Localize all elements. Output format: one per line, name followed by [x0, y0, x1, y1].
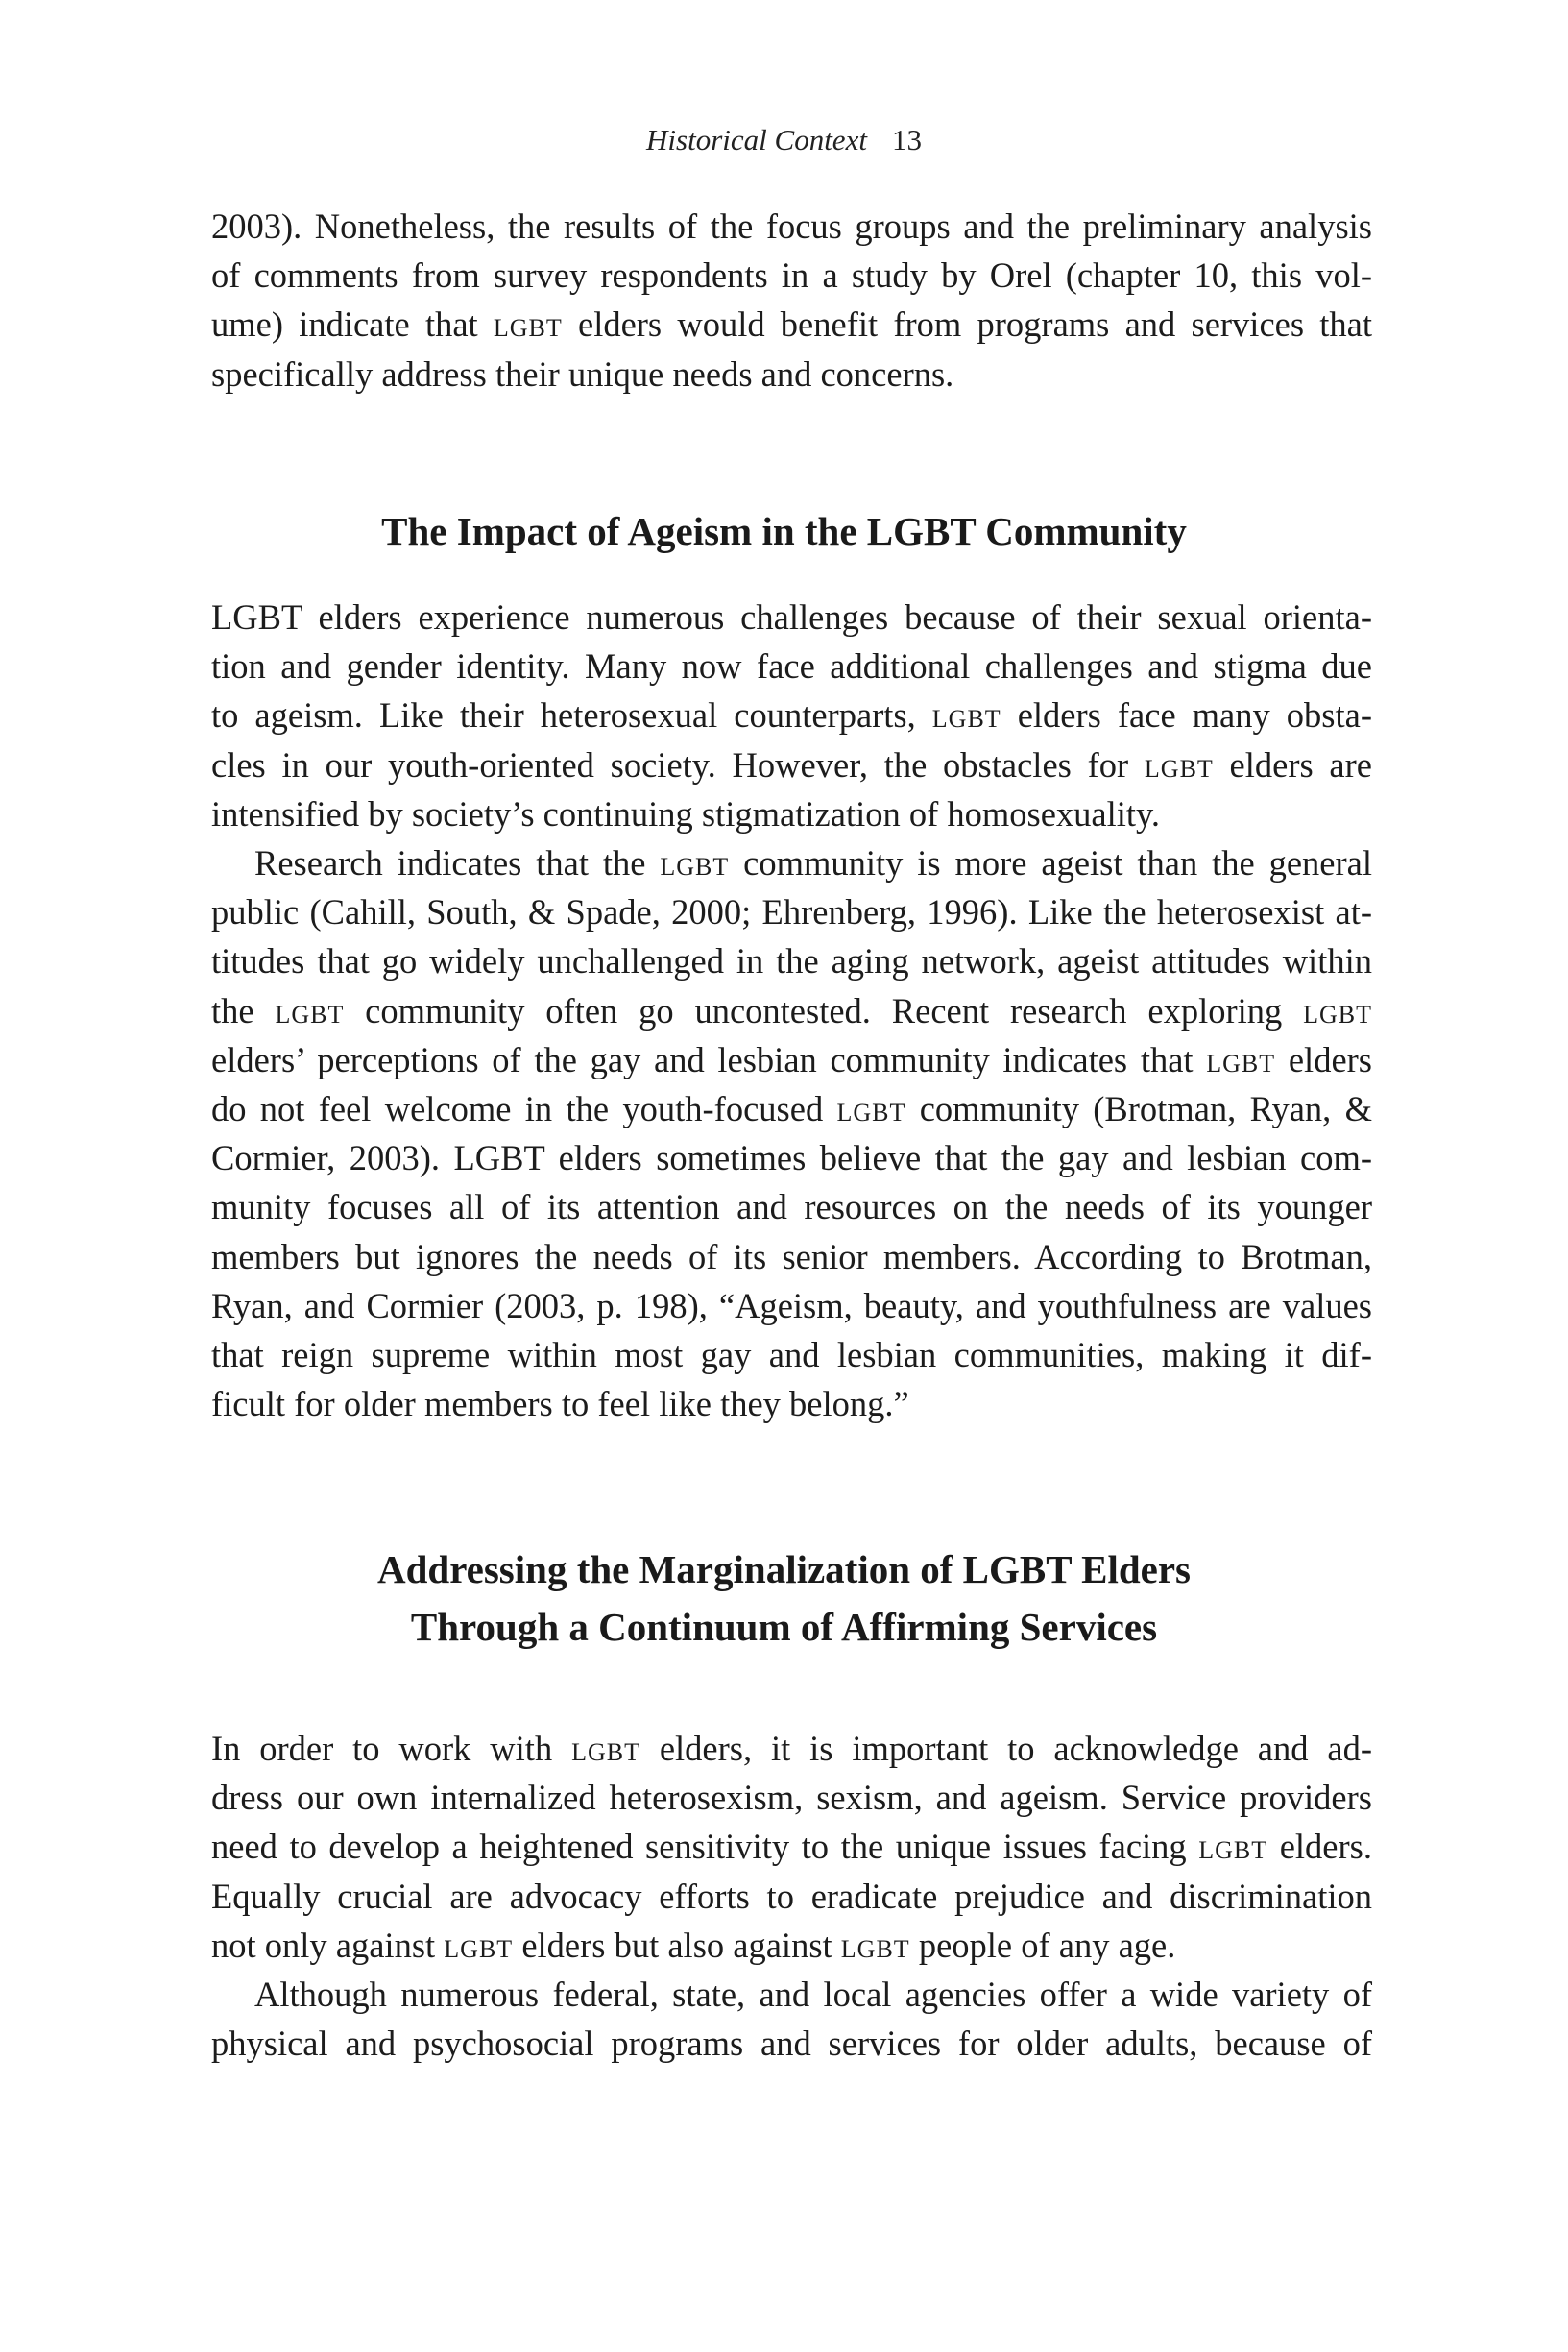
- text-line: [211, 1084, 1372, 1133]
- small-caps-term: lgbt: [660, 843, 730, 884]
- section-heading: [0, 1540, 1568, 1656]
- text-line: [211, 986, 1372, 1035]
- paragraph: [211, 593, 1372, 838]
- text-run: community is more ageist than the general: [729, 843, 1372, 884]
- text-run: elders, it is important to acknowledge and ad-: [639, 1729, 1372, 1768]
- text-run: community often go uncontested. Recent research exploring: [344, 990, 1304, 1031]
- section-heading: The Impact of Ageism in the LGBT Community: [381, 509, 1187, 553]
- text-run: cles in our youth-oriented society. However, the obstacles for: [211, 744, 1145, 785]
- text-run: community (Brotman, Ryan, &: [905, 1089, 1372, 1129]
- text-line: of comments from survey respondents in a study by Orel (chapter 10, this vol-: [211, 255, 1372, 296]
- text-line: [211, 300, 1372, 349]
- small-caps-term: lgbt: [275, 990, 345, 1031]
- small-caps-term: lgbt: [1303, 990, 1372, 1031]
- text-run: not only against: [211, 1925, 445, 1965]
- text-line: Cormier, 2003). LGBT elders sometimes believe that the gay and lesbian com-: [211, 1138, 1372, 1178]
- text-line: Equally crucial are advocacy efforts to eradicate prejudice and discrimination: [211, 1876, 1372, 1916]
- text-line: LGBT elders experience numerous challenges because of their sexual orienta-: [211, 597, 1372, 637]
- text-run: elders but also against: [513, 1925, 841, 1965]
- text-line: titudes that go widely unchallenged in the aging network, ageist attitudes within: [211, 941, 1372, 982]
- body-text-block-1: [211, 202, 1372, 399]
- text-line: [211, 1035, 1372, 1084]
- text-line: ficult for older members to feel like they belong.”: [211, 1384, 909, 1424]
- text-line: members but ignores the needs of its senior members. According to Brotman,: [211, 1236, 1372, 1276]
- section-heading-line: Addressing the Marginalization of LGBT Elders: [376, 1547, 1192, 1591]
- section-heading-line: Through a Continuum of Affirming Services: [410, 1605, 1158, 1649]
- body-text-block-3: [211, 1724, 1372, 2068]
- text-run: elders face many obsta-: [1001, 695, 1372, 736]
- small-caps-term: lgbt: [836, 1089, 906, 1129]
- small-caps-term: lgbt: [1144, 744, 1214, 785]
- text-line: [211, 691, 1372, 740]
- text-line: physical and psychosocial programs and services for older adults, because of: [211, 2024, 1372, 2064]
- text-line: [211, 1921, 1372, 1970]
- text-run: do not feel welcome in the youth-focused: [211, 1089, 837, 1129]
- text-line: 2003). Nonetheless, the results of the focus groups and the preliminary analysis: [211, 206, 1372, 246]
- running-title: Historical Context: [646, 123, 867, 157]
- text-line: [211, 1822, 1372, 1871]
- text-run: the: [211, 990, 276, 1031]
- small-caps-term: lgbt: [571, 1729, 640, 1768]
- text-line: specifically address their unique needs and concerns.: [211, 353, 954, 394]
- text-line: that reign supreme within most gay and lesbian communities, making it dif-: [211, 1335, 1372, 1375]
- text-line: public (Cahill, South, & Spade, 2000; Ehrenberg, 1996). Like the heterosexist at-: [211, 892, 1372, 933]
- text-line: [211, 740, 1372, 789]
- text-line: Ryan, and Cormier (2003, p. 198), “Ageism, beauty, and youthfulness are values: [211, 1285, 1372, 1325]
- text-run: elders.: [1267, 1827, 1372, 1867]
- body-text-block-2: [211, 593, 1372, 1428]
- page-number: 13: [891, 123, 922, 157]
- small-caps-term: lgbt: [1206, 1039, 1276, 1079]
- paragraph: [211, 1724, 1372, 1970]
- text-run: Research indicates that the: [254, 843, 661, 884]
- text-run: In order to work with: [211, 1729, 572, 1768]
- small-caps-term: lgbt: [444, 1925, 514, 1965]
- paragraph: [211, 838, 1372, 1428]
- text-run: elders are: [1213, 744, 1372, 785]
- text-run: elders’ perceptions of the gay and lesbian community indicates that: [211, 1039, 1207, 1079]
- text-run: elders: [1275, 1039, 1372, 1079]
- text-line: intensified by society’s continuing stigmatization of homosexuality.: [211, 793, 1161, 834]
- text-run: people of any age.: [909, 1925, 1176, 1965]
- text-line: tion and gender identity. Many now face additional challenges and stigma due: [211, 646, 1372, 687]
- small-caps-term: lgbt: [493, 304, 563, 345]
- small-caps-term: lgbt: [1198, 1827, 1268, 1867]
- small-caps-term: lgbt: [931, 695, 1001, 736]
- paragraph: [211, 1970, 1372, 2068]
- small-caps-term: lgbt: [840, 1925, 910, 1965]
- text-run: to ageism. Like their heterosexual counterparts,: [211, 695, 932, 736]
- text-line: munity focuses all of its attention and resources on the needs of its younger: [211, 1187, 1372, 1227]
- text-run: elders would benefit from programs and services that: [562, 304, 1372, 345]
- paragraph: [211, 202, 1372, 399]
- text-run: need to develop a heightened sensitivity to the unique issues facing: [211, 1827, 1199, 1867]
- running-header: [0, 123, 1568, 158]
- text-run: ume) indicate that: [211, 304, 494, 345]
- text-line: Although numerous federal, state, and local agencies offer a wide variety of: [254, 1975, 1372, 2015]
- text-line: dress our own internalized heterosexism, sexism, and ageism. Service providers: [211, 1778, 1372, 1818]
- text-line: [211, 1724, 1372, 1773]
- text-line: [211, 838, 1372, 887]
